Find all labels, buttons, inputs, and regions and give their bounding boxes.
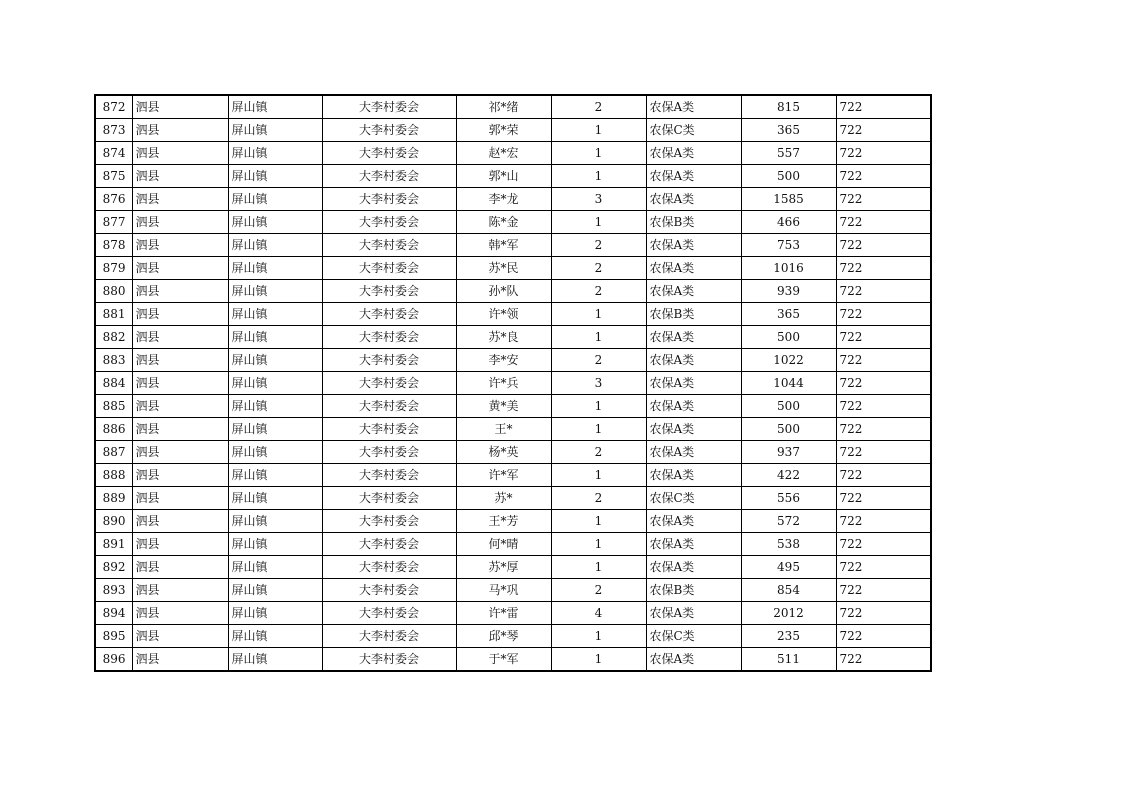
roster-table	[94, 94, 932, 672]
household-size-cell: 3	[551, 188, 646, 211]
amount-cell: 1044	[741, 372, 836, 395]
table-row	[95, 280, 931, 303]
town-cell: 屏山镇	[228, 280, 322, 303]
table-row	[95, 625, 931, 648]
person-name-cell: 于*军	[456, 648, 551, 672]
town-cell: 屏山镇	[228, 326, 322, 349]
amount-cell: 500	[741, 418, 836, 441]
table-row	[95, 303, 931, 326]
table-row	[95, 533, 931, 556]
village-cell: 大李村委会	[322, 142, 456, 165]
household-size-cell: 2	[551, 579, 646, 602]
code-cell: 722	[836, 418, 931, 441]
household-size-cell: 1	[551, 418, 646, 441]
code-cell: 722	[836, 349, 931, 372]
code-cell: 722	[836, 303, 931, 326]
town-cell: 屏山镇	[228, 395, 322, 418]
category-cell: 农保A类	[646, 418, 741, 441]
amount-cell: 500	[741, 395, 836, 418]
serial-number-cell: 880	[95, 280, 132, 303]
code-cell: 722	[836, 188, 931, 211]
village-cell: 大李村委会	[322, 418, 456, 441]
county-cell: 泗县	[132, 464, 228, 487]
person-name-cell: 苏*	[456, 487, 551, 510]
village-cell: 大李村委会	[322, 165, 456, 188]
table-row	[95, 188, 931, 211]
category-cell: 农保A类	[646, 533, 741, 556]
county-cell: 泗县	[132, 625, 228, 648]
village-cell: 大李村委会	[322, 395, 456, 418]
code-cell: 722	[836, 234, 931, 257]
code-cell: 722	[836, 119, 931, 142]
household-size-cell: 1	[551, 326, 646, 349]
category-cell: 农保A类	[646, 234, 741, 257]
village-cell: 大李村委会	[322, 625, 456, 648]
amount-cell: 495	[741, 556, 836, 579]
person-name-cell: 苏*民	[456, 257, 551, 280]
person-name-cell: 许*领	[456, 303, 551, 326]
household-size-cell: 2	[551, 95, 646, 119]
town-cell: 屏山镇	[228, 211, 322, 234]
county-cell: 泗县	[132, 234, 228, 257]
table-row	[95, 441, 931, 464]
code-cell: 722	[836, 579, 931, 602]
county-cell: 泗县	[132, 487, 228, 510]
town-cell: 屏山镇	[228, 257, 322, 280]
table-row	[95, 95, 931, 119]
county-cell: 泗县	[132, 648, 228, 672]
category-cell: 农保A类	[646, 395, 741, 418]
code-cell: 722	[836, 464, 931, 487]
table-row	[95, 211, 931, 234]
code-cell: 722	[836, 95, 931, 119]
amount-cell: 466	[741, 211, 836, 234]
household-size-cell: 1	[551, 625, 646, 648]
category-cell: 农保A类	[646, 326, 741, 349]
category-cell: 农保A类	[646, 165, 741, 188]
category-cell: 农保A类	[646, 464, 741, 487]
code-cell: 722	[836, 257, 931, 280]
village-cell: 大李村委会	[322, 556, 456, 579]
amount-cell: 939	[741, 280, 836, 303]
serial-number-cell: 883	[95, 349, 132, 372]
serial-number-cell: 882	[95, 326, 132, 349]
town-cell: 屏山镇	[228, 303, 322, 326]
code-cell: 722	[836, 533, 931, 556]
household-size-cell: 4	[551, 602, 646, 625]
code-cell: 722	[836, 280, 931, 303]
category-cell: 农保A类	[646, 602, 741, 625]
amount-cell: 511	[741, 648, 836, 672]
category-cell: 农保A类	[646, 280, 741, 303]
table-row	[95, 395, 931, 418]
amount-cell: 753	[741, 234, 836, 257]
code-cell: 722	[836, 510, 931, 533]
person-name-cell: 王*芳	[456, 510, 551, 533]
county-cell: 泗县	[132, 165, 228, 188]
person-name-cell: 苏*良	[456, 326, 551, 349]
county-cell: 泗县	[132, 257, 228, 280]
town-cell: 屏山镇	[228, 648, 322, 672]
table-row	[95, 556, 931, 579]
serial-number-cell: 893	[95, 579, 132, 602]
town-cell: 屏山镇	[228, 625, 322, 648]
village-cell: 大李村委会	[322, 349, 456, 372]
amount-cell: 815	[741, 95, 836, 119]
code-cell: 722	[836, 556, 931, 579]
amount-cell: 538	[741, 533, 836, 556]
category-cell: 农保A类	[646, 257, 741, 280]
category-cell: 农保B类	[646, 579, 741, 602]
town-cell: 屏山镇	[228, 579, 322, 602]
household-size-cell: 1	[551, 119, 646, 142]
person-name-cell: 许*雷	[456, 602, 551, 625]
amount-cell: 854	[741, 579, 836, 602]
table-row	[95, 326, 931, 349]
serial-number-cell: 891	[95, 533, 132, 556]
code-cell: 722	[836, 625, 931, 648]
serial-number-cell: 879	[95, 257, 132, 280]
town-cell: 屏山镇	[228, 119, 322, 142]
serial-number-cell: 878	[95, 234, 132, 257]
county-cell: 泗县	[132, 280, 228, 303]
code-cell: 722	[836, 487, 931, 510]
category-cell: 农保C类	[646, 625, 741, 648]
category-cell: 农保B类	[646, 211, 741, 234]
county-cell: 泗县	[132, 211, 228, 234]
person-name-cell: 孙*队	[456, 280, 551, 303]
household-size-cell: 1	[551, 510, 646, 533]
household-size-cell: 1	[551, 303, 646, 326]
table-row	[95, 648, 931, 672]
table-row	[95, 464, 931, 487]
county-cell: 泗县	[132, 95, 228, 119]
table-row	[95, 349, 931, 372]
category-cell: 农保A类	[646, 648, 741, 672]
town-cell: 屏山镇	[228, 418, 322, 441]
person-name-cell: 郭*山	[456, 165, 551, 188]
amount-cell: 500	[741, 326, 836, 349]
village-cell: 大李村委会	[322, 188, 456, 211]
serial-number-cell: 886	[95, 418, 132, 441]
code-cell: 722	[836, 602, 931, 625]
village-cell: 大李村委会	[322, 648, 456, 672]
town-cell: 屏山镇	[228, 487, 322, 510]
household-size-cell: 3	[551, 372, 646, 395]
serial-number-cell: 884	[95, 372, 132, 395]
town-cell: 屏山镇	[228, 464, 322, 487]
serial-number-cell: 874	[95, 142, 132, 165]
town-cell: 屏山镇	[228, 95, 322, 119]
serial-number-cell: 888	[95, 464, 132, 487]
town-cell: 屏山镇	[228, 188, 322, 211]
town-cell: 屏山镇	[228, 349, 322, 372]
household-size-cell: 2	[551, 349, 646, 372]
household-size-cell: 1	[551, 395, 646, 418]
code-cell: 722	[836, 395, 931, 418]
person-name-cell: 郭*荣	[456, 119, 551, 142]
person-name-cell: 黄*美	[456, 395, 551, 418]
code-cell: 722	[836, 441, 931, 464]
county-cell: 泗县	[132, 188, 228, 211]
category-cell: 农保A类	[646, 349, 741, 372]
amount-cell: 937	[741, 441, 836, 464]
table-row	[95, 602, 931, 625]
serial-number-cell: 894	[95, 602, 132, 625]
person-name-cell: 赵*宏	[456, 142, 551, 165]
amount-cell: 365	[741, 119, 836, 142]
category-cell: 农保A类	[646, 372, 741, 395]
serial-number-cell: 889	[95, 487, 132, 510]
household-size-cell: 2	[551, 441, 646, 464]
county-cell: 泗县	[132, 142, 228, 165]
table-body	[95, 95, 931, 671]
county-cell: 泗县	[132, 119, 228, 142]
category-cell: 农保A类	[646, 142, 741, 165]
table-row	[95, 234, 931, 257]
table-row	[95, 257, 931, 280]
county-cell: 泗县	[132, 579, 228, 602]
household-size-cell: 1	[551, 648, 646, 672]
county-cell: 泗县	[132, 556, 228, 579]
table-row	[95, 418, 931, 441]
code-cell: 722	[836, 648, 931, 672]
county-cell: 泗县	[132, 303, 228, 326]
town-cell: 屏山镇	[228, 372, 322, 395]
town-cell: 屏山镇	[228, 602, 322, 625]
table-row	[95, 119, 931, 142]
household-size-cell: 1	[551, 533, 646, 556]
serial-number-cell: 881	[95, 303, 132, 326]
category-cell: 农保A类	[646, 510, 741, 533]
amount-cell: 557	[741, 142, 836, 165]
county-cell: 泗县	[132, 326, 228, 349]
category-cell: 农保A类	[646, 95, 741, 119]
town-cell: 屏山镇	[228, 441, 322, 464]
person-name-cell: 邱*琴	[456, 625, 551, 648]
village-cell: 大李村委会	[322, 119, 456, 142]
code-cell: 722	[836, 326, 931, 349]
county-cell: 泗县	[132, 372, 228, 395]
village-cell: 大李村委会	[322, 234, 456, 257]
serial-number-cell: 875	[95, 165, 132, 188]
person-name-cell: 苏*厚	[456, 556, 551, 579]
amount-cell: 1585	[741, 188, 836, 211]
code-cell: 722	[836, 211, 931, 234]
town-cell: 屏山镇	[228, 234, 322, 257]
county-cell: 泗县	[132, 418, 228, 441]
person-name-cell: 祁*绪	[456, 95, 551, 119]
person-name-cell: 许*兵	[456, 372, 551, 395]
county-cell: 泗县	[132, 533, 228, 556]
amount-cell: 1016	[741, 257, 836, 280]
household-size-cell: 2	[551, 280, 646, 303]
amount-cell: 500	[741, 165, 836, 188]
person-name-cell: 马*巩	[456, 579, 551, 602]
county-cell: 泗县	[132, 441, 228, 464]
village-cell: 大李村委会	[322, 579, 456, 602]
county-cell: 泗县	[132, 602, 228, 625]
village-cell: 大李村委会	[322, 326, 456, 349]
serial-number-cell: 892	[95, 556, 132, 579]
village-cell: 大李村委会	[322, 211, 456, 234]
person-name-cell: 韩*军	[456, 234, 551, 257]
village-cell: 大李村委会	[322, 280, 456, 303]
serial-number-cell: 896	[95, 648, 132, 672]
person-name-cell: 王*	[456, 418, 551, 441]
person-name-cell: 许*军	[456, 464, 551, 487]
household-size-cell: 2	[551, 234, 646, 257]
table-row	[95, 487, 931, 510]
amount-cell: 365	[741, 303, 836, 326]
category-cell: 农保A类	[646, 441, 741, 464]
category-cell: 农保C类	[646, 487, 741, 510]
serial-number-cell: 885	[95, 395, 132, 418]
town-cell: 屏山镇	[228, 556, 322, 579]
amount-cell: 556	[741, 487, 836, 510]
village-cell: 大李村委会	[322, 257, 456, 280]
county-cell: 泗县	[132, 349, 228, 372]
table-row	[95, 372, 931, 395]
code-cell: 722	[836, 372, 931, 395]
village-cell: 大李村委会	[322, 372, 456, 395]
village-cell: 大李村委会	[322, 441, 456, 464]
table-row	[95, 510, 931, 533]
category-cell: 农保A类	[646, 188, 741, 211]
serial-number-cell: 887	[95, 441, 132, 464]
village-cell: 大李村委会	[322, 464, 456, 487]
category-cell: 农保A类	[646, 556, 741, 579]
household-size-cell: 2	[551, 487, 646, 510]
household-size-cell: 1	[551, 165, 646, 188]
code-cell: 722	[836, 165, 931, 188]
village-cell: 大李村委会	[322, 510, 456, 533]
serial-number-cell: 876	[95, 188, 132, 211]
household-size-cell: 1	[551, 556, 646, 579]
table-row	[95, 165, 931, 188]
county-cell: 泗县	[132, 395, 228, 418]
household-size-cell: 1	[551, 464, 646, 487]
category-cell: 农保B类	[646, 303, 741, 326]
person-name-cell: 何*晴	[456, 533, 551, 556]
amount-cell: 1022	[741, 349, 836, 372]
household-size-cell: 1	[551, 211, 646, 234]
code-cell: 722	[836, 142, 931, 165]
serial-number-cell: 890	[95, 510, 132, 533]
person-name-cell: 李*龙	[456, 188, 551, 211]
town-cell: 屏山镇	[228, 165, 322, 188]
table-row	[95, 579, 931, 602]
town-cell: 屏山镇	[228, 533, 322, 556]
household-size-cell: 2	[551, 257, 646, 280]
category-cell: 农保C类	[646, 119, 741, 142]
amount-cell: 235	[741, 625, 836, 648]
person-name-cell: 陈*金	[456, 211, 551, 234]
amount-cell: 422	[741, 464, 836, 487]
table-row	[95, 142, 931, 165]
person-name-cell: 李*安	[456, 349, 551, 372]
serial-number-cell: 873	[95, 119, 132, 142]
village-cell: 大李村委会	[322, 602, 456, 625]
village-cell: 大李村委会	[322, 533, 456, 556]
amount-cell: 2012	[741, 602, 836, 625]
village-cell: 大李村委会	[322, 95, 456, 119]
village-cell: 大李村委会	[322, 303, 456, 326]
amount-cell: 572	[741, 510, 836, 533]
town-cell: 屏山镇	[228, 142, 322, 165]
person-name-cell: 杨*英	[456, 441, 551, 464]
serial-number-cell: 872	[95, 95, 132, 119]
village-cell: 大李村委会	[322, 487, 456, 510]
county-cell: 泗县	[132, 510, 228, 533]
household-size-cell: 1	[551, 142, 646, 165]
town-cell: 屏山镇	[228, 510, 322, 533]
serial-number-cell: 895	[95, 625, 132, 648]
serial-number-cell: 877	[95, 211, 132, 234]
